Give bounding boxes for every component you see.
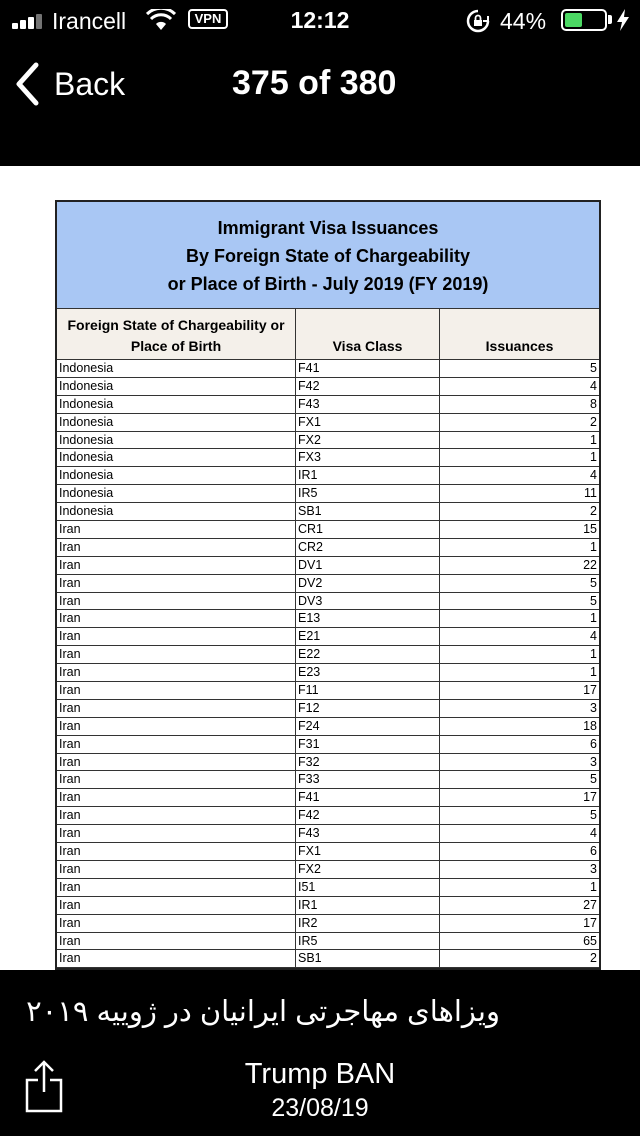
vpn-badge: VPN [188,9,228,29]
column-header-issuances: Issuances [485,338,554,354]
cell-country: Iran [57,950,296,967]
cell-country: Iran [57,915,296,932]
table-row [57,610,599,628]
photo-viewer-image[interactable] [0,166,640,970]
cell-visa-class: FX1 [296,843,440,860]
cell-issuances: 22 [583,557,597,572]
cell-country: Iran [57,771,296,788]
cell-issuances: 1 [590,432,597,447]
cell-country: Indonesia [57,414,296,431]
cell-visa-class: CR1 [296,521,440,538]
cell-issuances: 3 [590,754,597,769]
cell-country: Iran [57,557,296,574]
cell-issuances: 4 [590,629,597,644]
table-row [57,432,599,450]
cell-visa-class: SB1 [296,950,440,967]
cell-visa-class: IR2 [296,915,440,932]
cell-visa-class: F24 [296,718,440,735]
cell-visa-class: DV1 [296,557,440,574]
column-header-country: Foreign State of Chargeability or Place of Birth [57,309,296,359]
table-row [57,557,599,575]
cell-country: Iran [57,610,296,627]
cell-issuances: 2 [590,414,597,429]
status-time: 12:12 [290,7,350,33]
table-row [57,449,599,467]
cell-country: Indonesia [57,503,296,520]
cell-country: Indonesia [57,432,296,449]
cell-issuances: 15 [583,522,597,537]
cell-visa-class: DV2 [296,575,440,592]
cell-visa-class: DV3 [296,593,440,610]
cell-issuances: 11 [584,486,597,501]
cell-issuances: 2 [590,951,597,966]
cell-country: Iran [57,825,296,842]
cell-country: Iran [57,646,296,663]
cell-issuances: 17 [583,790,597,805]
cell-visa-class: E13 [296,610,440,627]
caption-panel [0,970,640,1136]
status-bar [0,0,640,40]
photo-date: 23/08/19 [271,1094,369,1122]
cell-issuances: 2 [590,504,597,519]
cell-visa-class: IR1 [296,467,440,484]
cell-country: Iran [57,861,296,878]
cell-country: Iran [57,628,296,645]
table-title-line: or Place of Birth - July 2019 (FY 2019) [167,274,489,294]
cell-country: Indonesia [57,467,296,484]
cell-country: Iran [57,754,296,771]
cell-country: Indonesia [57,485,296,502]
cell-issuances: 8 [590,396,597,411]
cell-visa-class: F11 [296,682,440,699]
cell-issuances: 5 [590,575,597,590]
cell-issuances: 3 [590,700,597,715]
cell-issuances: 5 [590,808,597,823]
table-row [57,915,599,933]
cell-visa-class: CR2 [296,539,440,556]
cell-visa-class: F42 [296,378,440,395]
cell-issuances: 5 [590,772,597,787]
cell-visa-class: F43 [296,396,440,413]
cell-country: Iran [57,539,296,556]
cell-country: Iran [57,700,296,717]
table-row [57,360,599,378]
table-row [57,628,599,646]
table-row [57,485,599,503]
table-header-row [57,309,599,360]
cell-issuances: 5 [590,361,597,375]
cell-visa-class: FX1 [296,414,440,431]
table-title-line: Immigrant Visa Issuances [217,218,439,238]
visa-issuance-table [55,200,601,970]
back-label: Back [54,65,126,102]
cell-visa-class: FX2 [296,432,440,449]
cell-country: Iran [57,736,296,753]
cell-issuances: 4 [590,378,597,393]
cell-visa-class: F33 [296,771,440,788]
cell-visa-class: E22 [296,646,440,663]
cell-country: Iran [57,682,296,699]
table-row [57,754,599,772]
cell-issuances: 1 [590,665,597,680]
cell-country: Indonesia [57,378,296,395]
table-row [57,646,599,664]
table-row [57,396,599,414]
table-body [57,360,599,968]
cell-country: Indonesia [57,396,296,413]
cell-country: Indonesia [57,449,296,466]
cell-visa-class: F12 [296,700,440,717]
cell-visa-class: FX2 [296,861,440,878]
table-row [57,593,599,611]
table-row [57,825,599,843]
cell-visa-class: IR5 [296,485,440,502]
cell-issuances: 4 [590,468,597,483]
table-row [57,718,599,736]
table-row [57,950,599,968]
cell-country: Iran [57,575,296,592]
table-row [57,521,599,539]
table-row [57,807,599,825]
cell-country: Indonesia [57,360,296,377]
cell-visa-class: F41 [296,360,440,377]
album-name: Trump BAN [244,1058,396,1090]
battery-icon [561,9,607,31]
cell-visa-class: E23 [296,664,440,681]
rotation-lock-icon [466,9,490,33]
cell-visa-class: FX3 [296,449,440,466]
table-row [57,467,599,485]
cell-issuances: 3 [590,861,597,876]
cell-visa-class: F43 [296,825,440,842]
table-row [57,575,599,593]
cell-visa-class: IR1 [296,897,440,914]
cell-visa-class: F32 [296,754,440,771]
cell-country: Iran [57,664,296,681]
battery-cap [608,15,612,24]
table-row [57,736,599,754]
cell-visa-class: I51 [296,879,440,896]
cell-issuances: 6 [590,736,597,751]
table-row [57,539,599,557]
photo-counter-title: 375 of 380 [232,64,397,102]
cell-country: Iran [57,843,296,860]
chevron-left-icon [14,62,40,106]
cell-issuances: 1 [590,539,597,554]
table-row [57,700,599,718]
cell-country: Iran [57,789,296,806]
table-row [57,843,599,861]
cell-issuances: 5 [590,593,597,608]
back-button[interactable] [14,62,125,106]
cell-country: Iran [57,897,296,914]
cell-visa-class: E21 [296,628,440,645]
navigation-bar [0,40,640,166]
battery-percentage: 44% [500,8,547,34]
cell-country: Iran [57,593,296,610]
cell-visa-class: IR5 [296,933,440,950]
table-title [57,202,599,309]
cell-issuances: 1 [590,647,597,662]
cell-issuances: 6 [590,844,597,859]
cell-visa-class: SB1 [296,503,440,520]
table-row [57,933,599,951]
cell-issuances: 1 [590,611,597,626]
table-row [57,503,599,521]
cell-issuances: 4 [590,826,597,841]
table-row [57,897,599,915]
cell-issuances: 17 [583,683,597,698]
table-row [57,682,599,700]
table-row [57,414,599,432]
column-header-visa-class: Visa Class [296,309,440,359]
table-row [57,771,599,789]
cell-issuances: 1 [590,450,597,465]
cell-issuances: 17 [583,915,597,930]
cell-issuances: 1 [590,879,597,894]
table-row [57,378,599,396]
cell-visa-class: F42 [296,807,440,824]
table-row [57,879,599,897]
cell-country: Iran [57,521,296,538]
charging-bolt-icon [616,9,630,31]
cell-visa-class: F31 [296,736,440,753]
cell-issuances: 27 [583,897,597,912]
photo-caption: ویزاهای مهاجرتی ایرانیان در ژوییه ۲۰۱۹ [26,996,500,1028]
cell-country: Iran [57,933,296,950]
carrier-name: Irancell [52,8,127,34]
cell-country: Iran [57,879,296,896]
cell-visa-class: F41 [296,789,440,806]
cell-country: Iran [57,718,296,735]
table-title-line: By Foreign State of Chargeability [185,246,471,266]
table-row [57,789,599,807]
cell-issuances: 18 [583,718,597,733]
cell-country: Iran [57,807,296,824]
table-row [57,861,599,879]
table-row [57,664,599,682]
cell-issuances: 65 [583,933,597,948]
